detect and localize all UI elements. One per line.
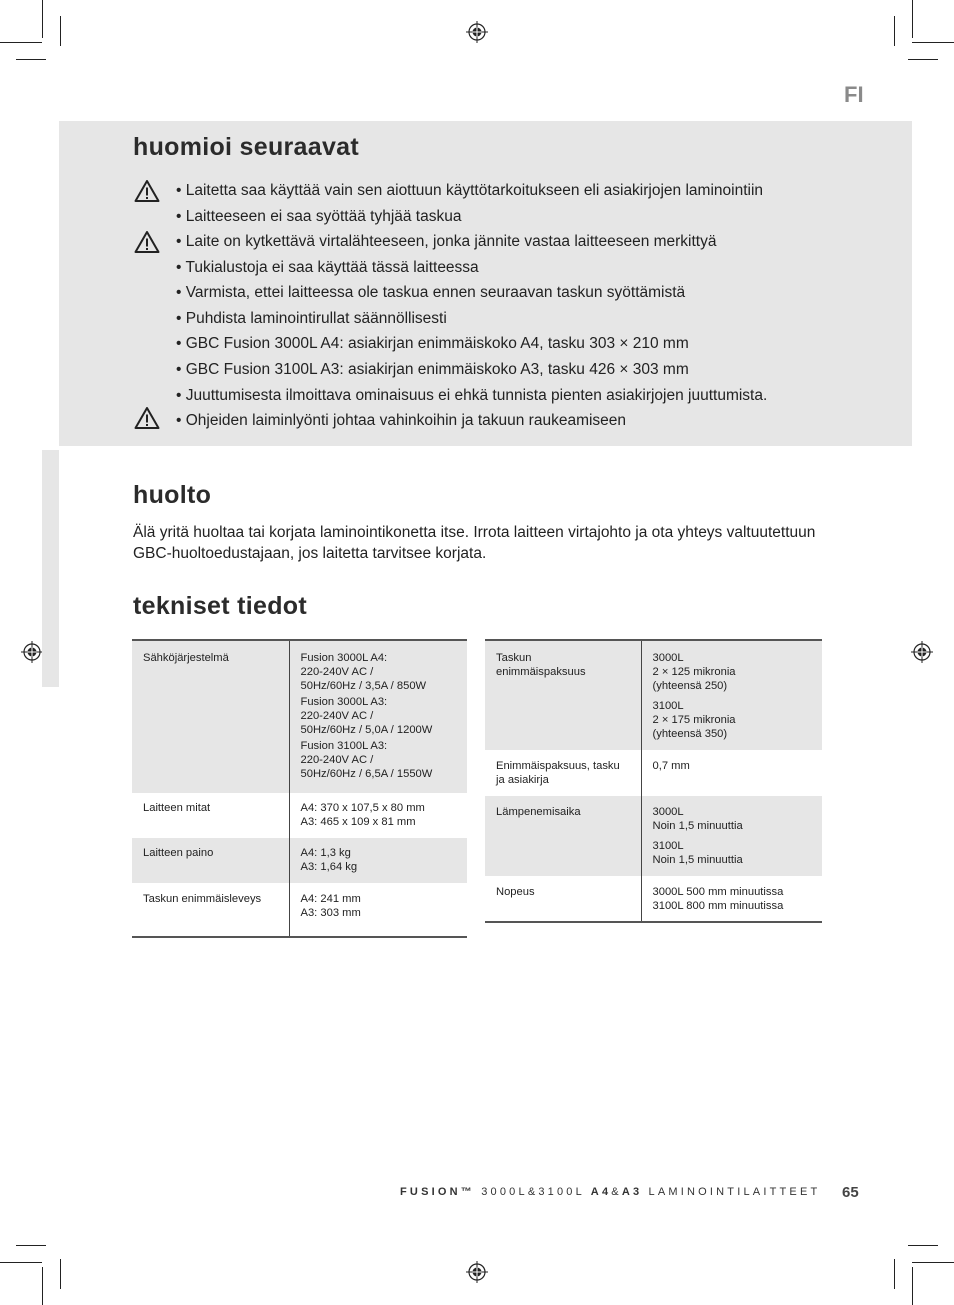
spec-value: A4: 241 mm A3: 303 mm [300,893,361,919]
spec-value-text: 3100L Noin 1,5 minuuttia [652,840,743,866]
spec-value: 3000L 500 mm minuutissa 3100L 800 mm minuutissa [652,886,784,912]
table-row [485,750,822,796]
warning-icon [134,179,160,203]
footer-models: 3000L&3100L [474,1186,591,1198]
crop-mark [42,1267,43,1305]
crop-mark [60,16,61,46]
notice-item: • Laitteeseen ei saa syöttää tyhjää taskua [176,208,462,225]
notice-item: • Juuttumisesta ilmoittava ominaisuus ei ehkä tunnista pienten asiakirjojen juuttumista. [176,387,768,404]
spec-label: Taskun enimmäisleveys [132,883,289,937]
table-row [132,640,467,793]
spec-value [289,640,467,793]
notice-item: • Laitetta saa käyttää vain sen aiottuun käyttötarkoitukseen eli asiakirjojen laminointiin [176,182,764,199]
crop-mark [60,1259,61,1289]
page-number: 65 [842,1184,859,1201]
spec-value [641,796,822,876]
footer-product: LAMINOINTILAITTEET [642,1186,821,1198]
spec-label: Taskun enimmäispaksuus [485,640,641,750]
spec-value-text: 3000L 2 × 125 mikronia (yhteensä 250) [652,652,736,692]
crop-mark [912,1267,913,1305]
crop-mark [912,42,954,43]
notice-item: • Varmista, ettei laitteessa ole taskua ennen seuraavan taskun syöttämistä [176,284,686,301]
warning-icon [134,406,160,430]
service-title: huolto [133,481,212,509]
table-row [132,883,467,937]
notice-item: • Puhdista laminointirullat säännöllisesti [176,310,447,327]
table-row [485,796,822,876]
notice-item: • Laite on kytkettävä virtalähteeseen, jonka jännite vastaa laitteeseen merkittyä [176,233,717,250]
spec-value-text: 3100L 2 × 175 mikronia (yhteensä 350) [652,700,736,740]
spec-label: Sähköjärjestelmä [132,640,289,793]
spec-label: Laitteen paino [132,838,289,883]
crop-mark [912,1262,954,1263]
table-row [485,876,822,922]
registration-mark-icon [911,641,933,663]
service-text: Älä yritä huoltaa tai korjata laminointikonetta itse. Irrota laitteen virtajohto ja ota yhteys valtuutettuun GBC-huoltoedustajaan, jos laitetta tarvitsee korjata. [133,524,816,562]
crop-mark [908,59,938,60]
crop-mark [16,1245,46,1246]
spec-value: A4: 370 x 107,5 x 80 mm A3: 465 x 109 x 81 mm [300,802,425,828]
notice-item: • GBC Fusion 3100L A3: asiakirjan enimmäiskoko A3, tasku 426 × 303 mm [176,361,689,378]
warning-icon [134,230,160,254]
notice-title: huomioi seuraavat [133,133,359,161]
table-row [132,838,467,883]
spec-label: Nopeus [485,876,641,922]
specs-title: tekniset tiedot [133,592,307,620]
spec-table-left [132,639,467,938]
registration-mark-icon [21,641,43,663]
registration-mark-icon [466,1261,488,1283]
crop-mark [894,16,895,46]
table-row [132,793,467,838]
footer-size-a3: A3 [621,1186,643,1198]
crop-mark [908,1245,938,1246]
crop-mark [0,1262,42,1263]
notice-item: • Tukialustoja ei saa käyttää tässä laitteessa [176,259,479,276]
spec-value-text: 3000L Noin 1,5 minuuttia [652,806,743,832]
footer-title [400,1186,820,1198]
spec-label: Enimmäispaksuus, tasku ja asiakirja [485,750,641,796]
spec-value [641,640,822,750]
spec-label: Laitteen mitat [132,793,289,838]
footer-brand: FUSION™ [400,1186,475,1198]
crop-mark [16,59,46,60]
footer-size-a4: A4 [590,1186,612,1198]
side-bar [42,450,59,687]
spec-value: A4: 1,3 kg A3: 1,64 kg [289,838,467,883]
crop-mark [42,0,43,38]
crop-mark [894,1259,895,1289]
registration-mark-icon [466,21,488,43]
notice-item: • Ohjeiden laiminlyönti johtaa vahinkoihin ja takuun raukeamiseen [176,412,627,429]
table-row [485,640,822,750]
language-tab: FI [844,82,864,107]
spec-value-text: Fusion 3100L A3: 220-240V AC / 50Hz/60Hz / 6,5A / 1550W [300,740,433,780]
spec-value: 0,7 mm [652,760,690,772]
crop-mark [912,0,913,38]
spec-label: Lämpenemisaika [485,796,641,876]
footer-amp: & [611,1186,622,1198]
spec-value-text: Fusion 3000L A3: 220-240V AC / 50Hz/60Hz / 5,0A / 1200W [300,696,433,736]
notice-item: • GBC Fusion 3000L A4: asiakirjan enimmäiskoko A4, tasku 303 × 210 mm [176,335,689,352]
spec-table-right [485,639,822,923]
crop-mark [0,42,42,43]
spec-value-text: Fusion 3000L A4: 220-240V AC / 50Hz/60Hz / 3,5A / 850W [300,652,427,692]
